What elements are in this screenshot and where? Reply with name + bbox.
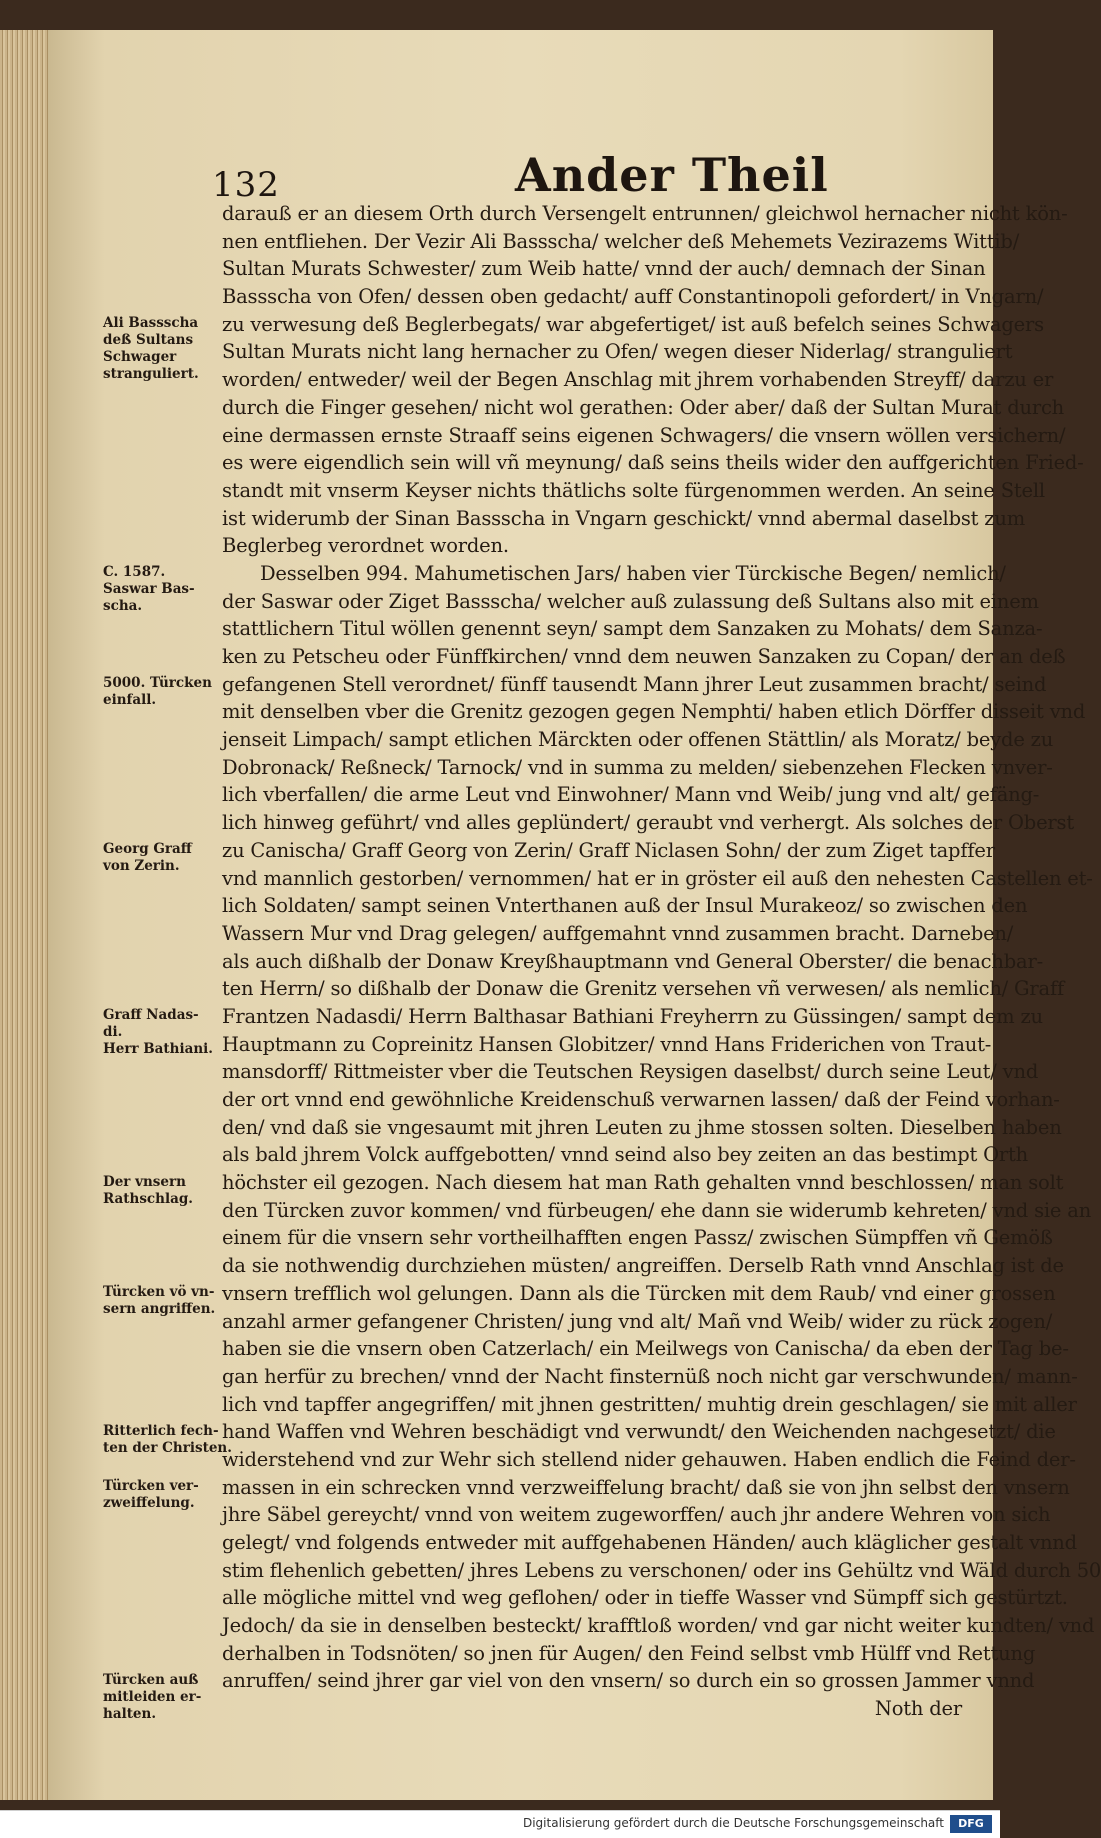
text-line: zu verwesung deß Beglerbegats/ war abgefertiget/ ist auß befelch seines Schwagers [222,312,1044,336]
page-number: 132 [212,165,280,205]
margin-note [103,1284,223,1318]
text-line: als bald jhrem Volck auffgebotten/ vnnd seind also bey zeiten an das bestimpt Orth [222,1143,1029,1167]
margin-note-line: scha. [103,598,143,615]
margin-note [103,315,223,383]
margin-note-line: Graff Nadas- [103,1007,199,1024]
text-line: Sultan Murats nicht lang hernacher zu Ofen/ wegen dieser Niderlag/ stranguliert [222,340,1013,364]
text-line: lich vberfallen/ die arme Leut vnd Einwohner/ Mann vnd Weib/ jung vnd alt/ gefäng- [222,783,1040,807]
margin-note [103,564,223,615]
body-text [222,200,1101,1723]
text-line: den/ vnd daß sie vngesaumt mit jhren Leuten zu jhme stossen solten. Dieselben haben [222,1115,1062,1139]
margin-note [103,1478,223,1512]
text-line: Jedoch/ da sie in denselben besteckt/ krafftloß worden/ vnd gar nicht weiter kundten/ vnd [222,1614,1095,1638]
margin-note-line: sern angriffen. [103,1301,216,1318]
text-line: jhre Säbel gereycht/ vnnd von weitem zugeworffen/ auch jhr andere Wehren von sich [222,1503,1051,1527]
text-line: höchster eil gezogen. Nach diesem hat man Rath gehalten vnnd beschlossen/ man solt [222,1171,1064,1195]
text-line: gefangenen Stell verordnet/ fünff tausendt Mann jhrer Leut zusammen bracht/ seind [222,672,1047,696]
margin-note [103,1174,223,1208]
text-line: als auch dißhalb der Donaw Kreyßhauptmann vnd General Oberster/ die benachbar- [222,949,1043,973]
margin-note-line: Türcken auß [103,1672,199,1689]
text-line: lich hinweg geführt/ vnd alles geplündert/ geraubt vnd verhergt. Als solches der Oberst [222,811,1074,835]
text-line: da sie nothwendig durchziehen müsten/ angreiffen. Derselb Rath vnnd Anschlag ist de [222,1254,1064,1278]
text-line: eine dermassen ernste Straaff seins eigenen Schwagers/ die vnsern wöllen versichern/ [222,423,1066,447]
margin-note-line: ten der Christen. [103,1439,232,1456]
margin-note-line: Der vnsern [103,1173,186,1190]
text-line: Frantzen Nadasdi/ Herrn Balthasar Bathiani Freyherrn zu Güssingen/ sampt dem zu [222,1004,1043,1028]
text-line: anruffen/ seind jhrer gar viel von den vnsern/ so durch ein so grossen Jammer vnnd [222,1669,1035,1693]
text-line: ist widerumb der Sinan Bassscha in Vngarn geschickt/ vnnd abermal daselbst zum [222,506,1026,530]
text-line: Dobronack/ Reßneck/ Tarnock/ vnd in summa zu melden/ siebenzehen Flecken vnver- [222,755,1053,779]
margin-note-line: zweiffelung. [103,1495,195,1512]
text-line: Noth der [874,1697,962,1721]
text-line: Bassscha von Ofen/ dessen oben gedacht/ auff Constantinopoli gefordert/ in Vngarn/ [222,285,1044,309]
margin-note-line: halten. [103,1706,157,1723]
margin-note [103,1672,223,1723]
text-line: gan herfür zu brechen/ vnnd der Nacht finsternüß noch nicht gar verschwunden/ mann- [222,1364,1078,1388]
dfg-logo: DFG [950,1815,992,1833]
text-line: Beglerbeg verordnet worden. [222,534,509,558]
text-line: derhalben in Todsnöten/ so jnen für Augen/ den Feind selbst vmb Hülff vnd Rettung [222,1641,1036,1665]
text-line: Wassern Mur vnd Drag gelegen/ auffgemahnt vnnd zusammen bracht. Darneben/ [222,921,1014,945]
margin-note-line: 5000. Türcken [103,674,212,691]
text-line: durch die Finger gesehen/ nicht wol gerathen: Oder aber/ daß der Sultan Murat durch [222,395,1065,419]
text-line: Sultan Murats Schwester/ zum Weib hatte/ vnnd der auch/ demnach der Sinan [222,257,986,281]
margin-note-line: Türcken vö vn- [103,1284,215,1301]
margin-note-line: Ali Bassscha [103,314,199,331]
text-line: gelegt/ vnd folgends entweder mit auffgehabenen Händen/ auch kläglicher gestalt vnnd [222,1531,1077,1554]
margin-note-line: stranguliert. [103,365,199,382]
text-line: ken zu Petscheu oder Fünffkirchen/ vnnd dem neuwen Sanzaken zu Copan/ der an deß [222,645,1066,668]
text-line: lich vnd tapffer angegriffen/ mit jhnen gestritten/ muhtig drein geschlagen/ sie mit aller [222,1392,1077,1416]
digitization-footer [0,1810,1000,1838]
margin-note-line: C. 1587. [103,564,166,581]
text-line: widerstehend vnd zur Wehr sich stellend nider gehauwen. Haben endlich die Feind der- [222,1447,1076,1471]
text-line: der Saswar oder Ziget Bassscha/ welcher auß zulassung deß Sultans also mit einem [222,589,1039,613]
margin-note-line: Rathschlag. [103,1190,193,1207]
book-page-edges [0,30,50,1800]
margin-note [103,1007,223,1058]
text-line: massen in ein schrecken vnnd verzweiffelung bracht/ daß sie von jhn selbst den vnsern [222,1475,1070,1499]
margin-note-line: mitleiden er- [103,1689,202,1706]
text-line: darauß er an diesem Orth durch Versengelt entrunnen/ gleichwol hernacher nicht kön- [222,202,1068,225]
text-line: lich Soldaten/ sampt seinen Vnterthanen auß der Insul Murakeoz/ so zwischen den [222,894,1028,918]
text-line: Desselben 994. Mahumetischen Jars/ haben vier Türckische Begen/ nemlich/ [260,561,1006,585]
text-line: der ort vnnd end gewöhnliche Kreidenschuß verwarnen lassen/ daß der Feind vorhan- [222,1088,1060,1111]
running-head: Ander Theil [515,148,829,202]
text-line: ten Herrn/ so dißhalb der Donaw die Grenitz versehen vñ verwesen/ als nemlich/ Graff [222,977,1065,1001]
text-line: jenseit Limpach/ sampt etlichen Märckten oder offenen Stättlin/ als Moratz/ beyde zu [222,728,1054,752]
text-line: anzahl armer gefangener Christen/ jung vnd alt/ Mañ vnd Weib/ wider zu rück zogen/ [222,1309,1053,1333]
text-line: zu Canischa/ Graff Georg von Zerin/ Graff Niclasen Sohn/ der zum Ziget tapffer [222,838,995,862]
margin-note-line: Herr Bathiani. [103,1041,213,1058]
text-line: stim flehenlich gebetten/ jhres Lebens zu verschonen/ oder ins Gehültz vnd Wäld durch 50 [222,1558,1101,1582]
margin-note [103,841,223,875]
text-line: mansdorff/ Rittmeister vber die Teutschen Reysigen daselbst/ durch seine Leut/ vnd [222,1060,1039,1084]
text-line: es were eigendlich sein will vñ meynung/ daß seins theils wider den auffgerichten Fried- [222,451,1084,475]
margin-note-line: Georg Graff [103,841,192,858]
footer-credit: Digitalisierung gefördert durch die Deutsche Forschungsgemeinschaft [522,1816,944,1830]
text-line: den Türcken zuvor kommen/ vnd fürbeugen/ ehe dann sie widerumb kehreten/ vnd sie an [222,1198,1092,1222]
text-line: vnsern trefflich wol gelungen. Dann als die Türcken mit dem Raub/ vnd einer grossen [222,1281,1056,1305]
text-line: einem für die vnsern sehr vortheilhafften engen Passz/ zwischen Sümpffen vñ Gemöß [222,1226,1053,1250]
margin-note-line: di. [103,1024,123,1041]
margin-note-line: deß Sultans [103,331,194,348]
text-line: stattlichern Titul wöllen genennt seyn/ sampt dem Sanzaken zu Mohats/ dem Sanza- [222,617,1043,641]
text-line: standt mit vnserm Keyser nichts thätlichs solte fürgenommen werden. An seine Stell [222,478,1045,502]
margin-note-line: einfall. [103,691,157,708]
text-line: mit denselben vber die Grenitz gezogen gegen Nemphti/ haben etlich Dörffer disseit vnd [222,700,1086,724]
margin-note [103,1422,232,1457]
text-line: Hauptmann zu Copreinitz Hansen Globitzer/ vnnd Hans Friderichen von Traut- [222,1032,992,1056]
text-line: haben sie die vnsern oben Catzerlach/ ein Meilwegs von Canischa/ da eben der Tag be- [222,1337,1069,1361]
margin-note-line: von Zerin. [103,858,180,875]
margin-note-line: Saswar Bas- [103,581,195,598]
text-line: nen entfliehen. Der Vezir Ali Bassscha/ welcher deß Mehemets Vezirazems Wittib/ [222,229,1020,253]
margin-note [103,675,223,709]
margin-note-line: Ritterlich fech- [103,1422,219,1439]
text-line: hand Waffen vnd Wehren beschädigt vnd verwundt/ den Weichenden nachgesetzt/ die [222,1420,1056,1444]
text-line: worden/ entweder/ weil der Begen Anschlag mit jhrem vorhabenden Streyff/ darzu er [222,368,1054,392]
margin-note-line: Türcken ver- [103,1478,199,1495]
text-line: alle mögliche mittel vnd weg geflohen/ oder in tieffe Wasser vnd Sümpff sich gestürtzt. [222,1586,1068,1610]
margin-note-line: Schwager [103,348,177,365]
text-line: vnd mannlich gestorben/ vernommen/ hat er in gröster eil auß den nehesten Castellen et- [222,866,1093,890]
